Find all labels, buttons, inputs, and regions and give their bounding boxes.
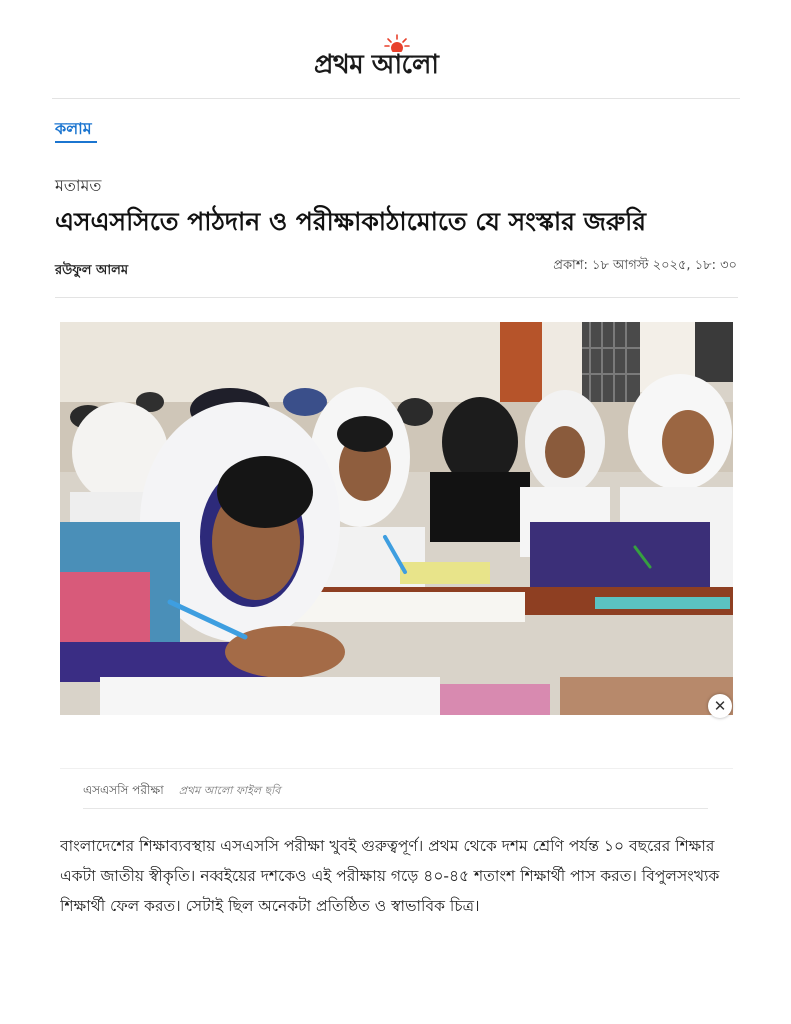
ad-banner	[60, 715, 733, 769]
article-headline: এসএসসিতে পাঠদান ও পরীক্ষাকাঠামোতে যে সংস্কার জরুরি	[55, 207, 647, 236]
tab-column[interactable]: কলাম	[55, 119, 92, 138]
header-divider	[52, 98, 740, 99]
meta-divider	[55, 297, 738, 298]
photo-caption: এসএসসি পরীক্ষা	[83, 783, 164, 797]
tab-active-indicator	[55, 141, 97, 143]
photo-caption-row	[83, 779, 280, 802]
body-line: বাংলাদেশের শিক্ষাব্যবস্থায় এসএসসি পরীক্ষা খুবই গুরুত্বপূর্ণ। প্রথম থেকে দশম শ্রেণি পর্যন্ত ১০ বছরের শিক্ষার	[60, 837, 715, 855]
article-kicker[interactable]: মতামত	[55, 176, 102, 195]
article-photo	[60, 322, 733, 715]
body-line: একটা জাতীয় স্বীকৃতি। নব্বইয়ের দশকেও এই পরীক্ষায় গড়ে ৪০-৪৫ শতাংশ শিক্ষার্থী পাস করত। বিপুলসংখ্যক	[60, 867, 720, 885]
site-header	[0, 0, 791, 98]
photo-credit: প্রথম আলো ফাইল ছবি	[178, 784, 281, 797]
caption-divider	[83, 808, 708, 809]
article-body	[60, 831, 750, 921]
publish-date: প্রকাশ: ১৮ আগস্ট ২০২৫, ১৮: ৩০	[553, 258, 737, 273]
exam-hall-illustration	[60, 322, 733, 715]
site-logo[interactable]	[300, 34, 500, 84]
close-ad-button[interactable]: ✕	[708, 694, 732, 718]
author-name[interactable]: রউফুল আলম	[55, 263, 129, 278]
body-line: শিক্ষার্থী ফেল করত। সেটাই ছিল অনেকটা প্রতিষ্ঠিত ও স্বাভাবিক চিত্র।	[60, 897, 480, 915]
logo-wordmark: প্রথম আলো	[314, 50, 439, 80]
